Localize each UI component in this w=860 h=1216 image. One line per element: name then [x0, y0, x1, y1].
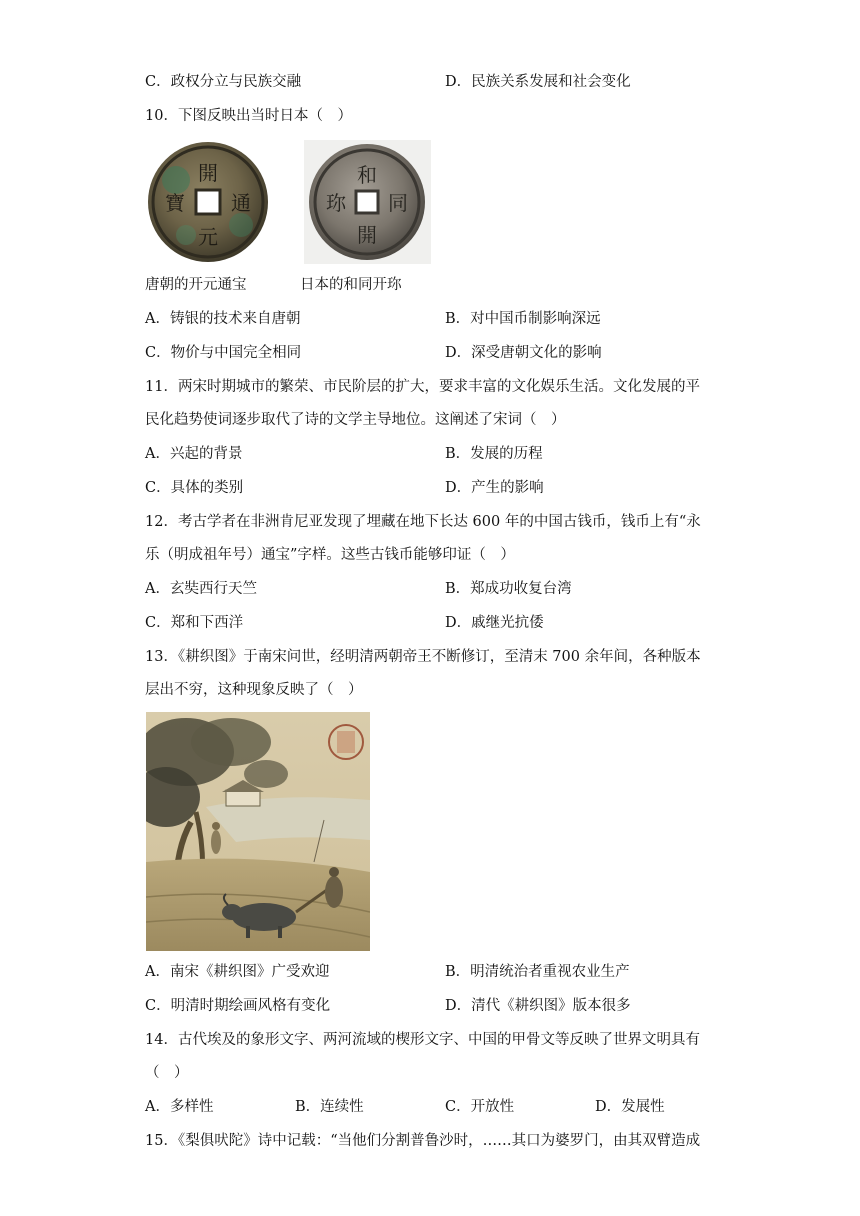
q11-stem-line1: 11．两宋时期城市的繁荣、市民阶层的扩大，要求丰富的文化娱乐生活。文化发展的平 — [145, 379, 700, 395]
q13-option-d: D．清代《耕织图》版本很多 — [445, 998, 631, 1014]
q13-stem-line1: 13．《耕织图》于南宋问世，经明清两朝帝王不断修订，至清末 700 余年间，各种版本 — [145, 649, 701, 665]
coin2-char-bottom: 開 — [357, 223, 377, 247]
q14-stem-line1: 14．古代埃及的象形文字、两河流域的楔形文字、中国的甲骨文等反映了世界文明具有 — [145, 1032, 700, 1048]
q11-option-b: B．发展的历程 — [445, 446, 543, 462]
q9-option-d: D．民族关系发展和社会变化 — [445, 74, 631, 90]
coin2-char-right: 同 — [388, 191, 408, 215]
q10-option-c: C．物价与中国完全相同 — [145, 345, 302, 361]
q14-option-a: A．多样性 — [145, 1099, 214, 1115]
q10-option-d: D．深受唐朝文化的影响 — [445, 345, 602, 361]
q14-option-b: B．连续性 — [295, 1099, 364, 1115]
coin1-char-bottom: 元 — [198, 225, 218, 249]
q11-option-a: A．兴起的背景 — [145, 446, 243, 462]
kaiyuan-tongbao-coin-image — [146, 140, 270, 264]
q9-option-c: C．政权分立与民族交融 — [145, 74, 302, 90]
q13-option-b: B．明清统治者重视农业生产 — [445, 964, 630, 980]
caption-wado: 日本的和同开珎 — [300, 277, 402, 293]
caption-kaiyuan: 唐朝的开元通宝 — [145, 277, 247, 293]
q11-option-d: D．产生的影响 — [445, 480, 544, 496]
q11-stem-line2: 民化趋势使词逐步取代了诗的文学主导地位。这阐述了宋词（ ） — [145, 412, 566, 428]
q12-option-a: A．玄奘西行天竺 — [145, 581, 257, 597]
q12-option-b: B．郑成功收复台湾 — [445, 581, 572, 597]
q13-option-a: A．南宋《耕织图》广受欢迎 — [145, 964, 330, 980]
q12-stem-line2: 乐（明成祖年号）通宝”字样。这些古钱币能够印证（ ） — [145, 547, 515, 563]
coin1-char-top: 開 — [198, 161, 218, 185]
q14-option-d: D．发展性 — [595, 1099, 665, 1115]
q10-stem: 10．下图反映出当时日本（ ） — [145, 108, 352, 124]
q10-option-a: A．铸银的技术来自唐朝 — [145, 311, 301, 327]
q14-option-c: C．开放性 — [445, 1099, 515, 1115]
q13-option-c: C．明清时期绘画风格有变化 — [145, 998, 331, 1014]
q15-stem-line1: 15．《梨俱吠陀》诗中记载：“当他们分割普鲁沙时，……其口为婆罗门，由其双臂造成 — [145, 1133, 701, 1149]
q12-option-d: D．戚继光抗倭 — [445, 615, 544, 631]
q14-stem-line2: （ ） — [145, 1065, 189, 1081]
coin2-char-top: 和 — [357, 163, 377, 187]
wado-kaichin-coin-image — [304, 140, 431, 264]
q13-stem-line2: 层出不穷，这种现象反映了（ ） — [145, 682, 363, 698]
coin1-char-left: 寶 — [165, 191, 185, 215]
coin1-char-right: 通 — [231, 191, 251, 215]
q10-option-b: B．对中国币制影响深远 — [445, 311, 601, 327]
gengzhi-tu-painting-image — [146, 712, 370, 951]
q12-stem-line1: 12．考古学者在非洲肯尼亚发现了埋藏在地下长达 600 年的中国古钱币，钱币上有“永 — [145, 514, 701, 530]
q11-option-c: C．具体的类别 — [145, 480, 244, 496]
q12-option-c: C．郑和下西洋 — [145, 615, 244, 631]
coin2-char-left: 珎 — [326, 191, 346, 215]
